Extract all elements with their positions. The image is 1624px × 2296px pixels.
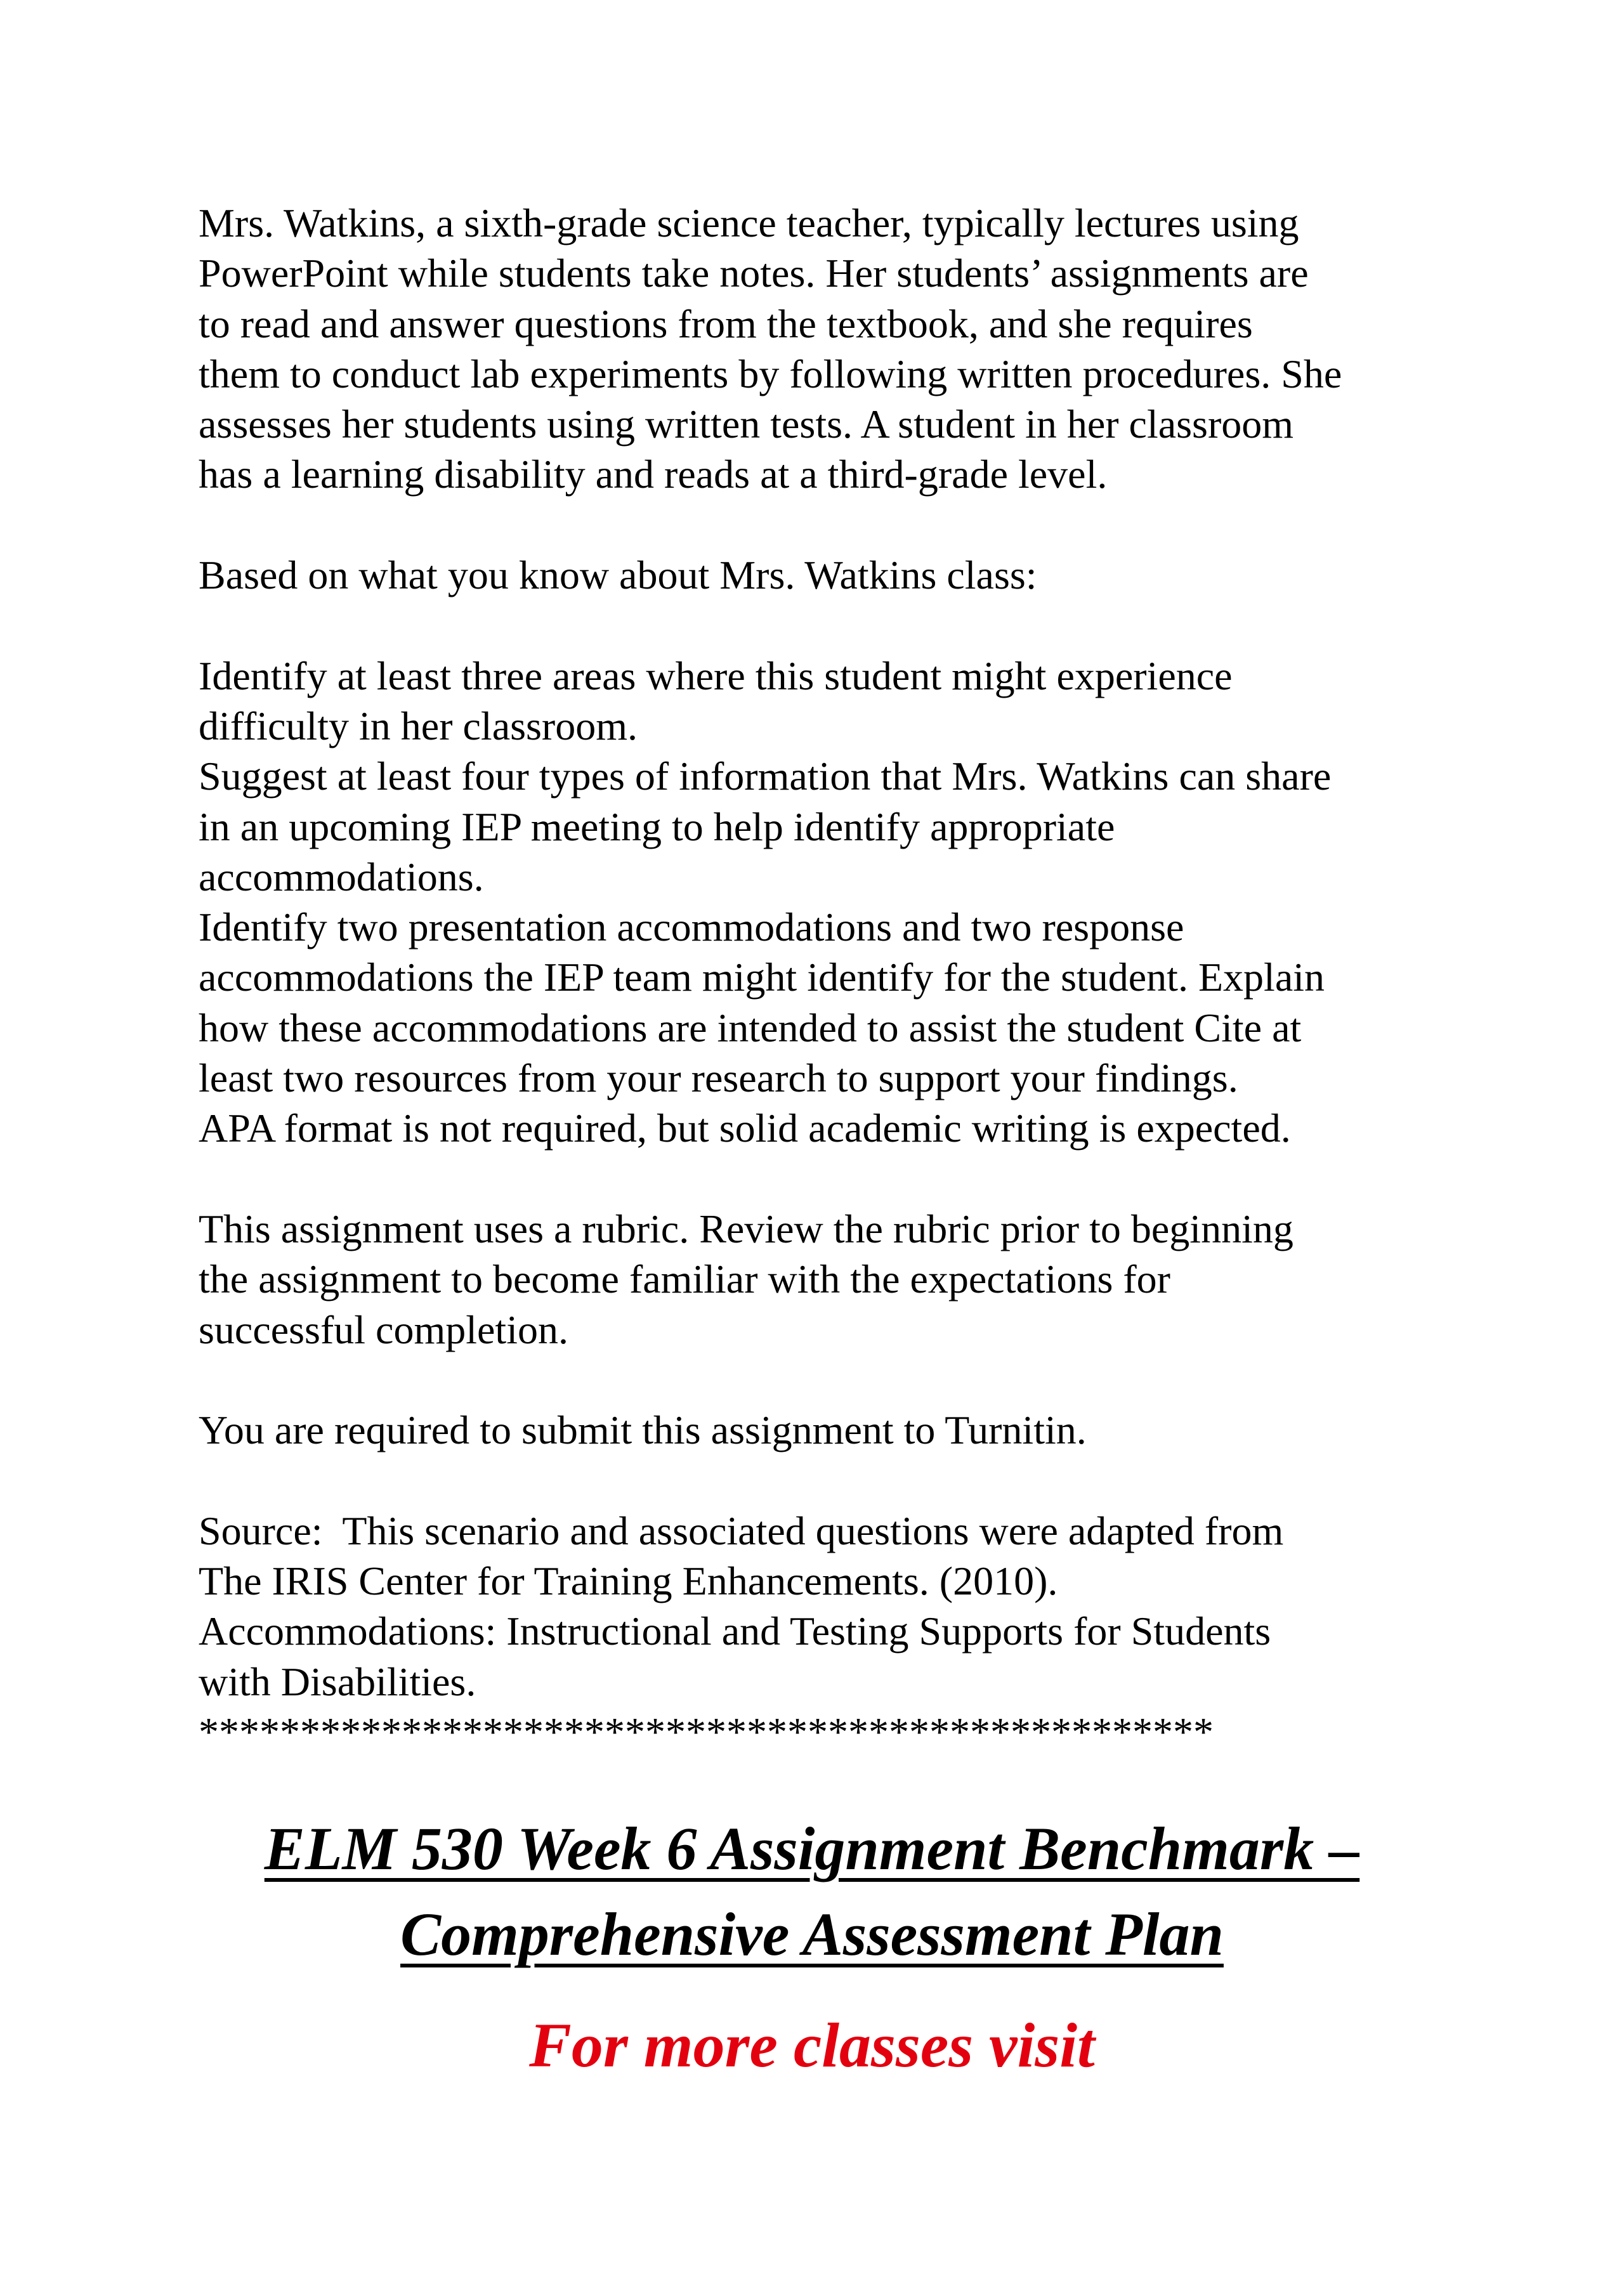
paragraph-line: to read and answer questions from the textbook, and she requires — [199, 301, 1253, 346]
paragraph-line: Suggest at least four types of information that Mrs. Watkins can share — [199, 753, 1332, 799]
assignment-title-line-2: Comprehensive Assessment Plan — [400, 1900, 1224, 1968]
paragraph-line: accommodations. — [199, 854, 484, 899]
paragraph-line: least two resources from your research to support your findings. — [199, 1055, 1238, 1101]
paragraph-line: ************************************************** — [199, 1709, 1214, 1754]
document-body — [199, 198, 1480, 1757]
paragraph-line: accommodations the IEP team might identify for the student. Explain — [199, 955, 1325, 1000]
paragraph-line: Identify two presentation accommodations and two response — [199, 904, 1184, 950]
assignment-title-line-1: ELM 530 Week 6 Assignment Benchmark – — [264, 1815, 1360, 1882]
paragraph-line: This assignment uses a rubric. Review the rubric prior to beginning — [199, 1206, 1293, 1251]
paragraph-gap — [199, 1455, 1480, 1505]
paragraph-line: You are required to submit this assignment to Turnitin. — [199, 1407, 1087, 1453]
paragraph-line: the assignment to become familiar with the expectations for — [199, 1256, 1170, 1302]
paragraph-gap — [199, 1355, 1480, 1405]
paragraph-line: APA format is not required, but solid academic writing is expected. — [199, 1106, 1291, 1151]
paragraph-line: Accommodations: Instructional and Testing Supports for Students — [199, 1608, 1271, 1654]
paragraph-line: Based on what you know about Mrs. Watkins class: — [199, 552, 1037, 598]
paragraph-line: Identify at least three areas where this student might experience — [199, 653, 1233, 698]
paragraph-line: in an upcoming IEP meeting to help identify appropriate — [199, 804, 1115, 849]
paragraph-line: with Disabilities. — [199, 1659, 476, 1704]
paragraph-line: assesses her students using written tests. A student in her classroom — [199, 401, 1294, 447]
paragraph-line: Source: This scenario and associated questions were adapted from — [199, 1508, 1284, 1553]
paragraph-gap — [199, 600, 1480, 650]
paragraph-line: successful completion. — [199, 1307, 568, 1352]
paragraph-line: them to conduct lab experiments by following written procedures. She — [199, 351, 1342, 396]
paragraph-gap — [199, 1154, 1480, 1204]
paragraph-line: difficulty in her classroom. — [199, 703, 638, 748]
paragraph-line: has a learning disability and reads at a third-grade level. — [199, 452, 1108, 497]
paragraph-line: PowerPoint while students take notes. Her students’ assignments are — [199, 251, 1309, 296]
paragraph-line: Mrs. Watkins, a sixth-grade science teacher, typically lectures using — [199, 200, 1299, 245]
paragraph-line: The IRIS Center for Training Enhancements. (2010). — [199, 1558, 1058, 1604]
visit-link-text: For more classes visit — [529, 2010, 1095, 2080]
paragraph-line: how these accommodations are intended to assist the student Cite at — [199, 1005, 1302, 1050]
paragraph-gap — [199, 500, 1480, 550]
